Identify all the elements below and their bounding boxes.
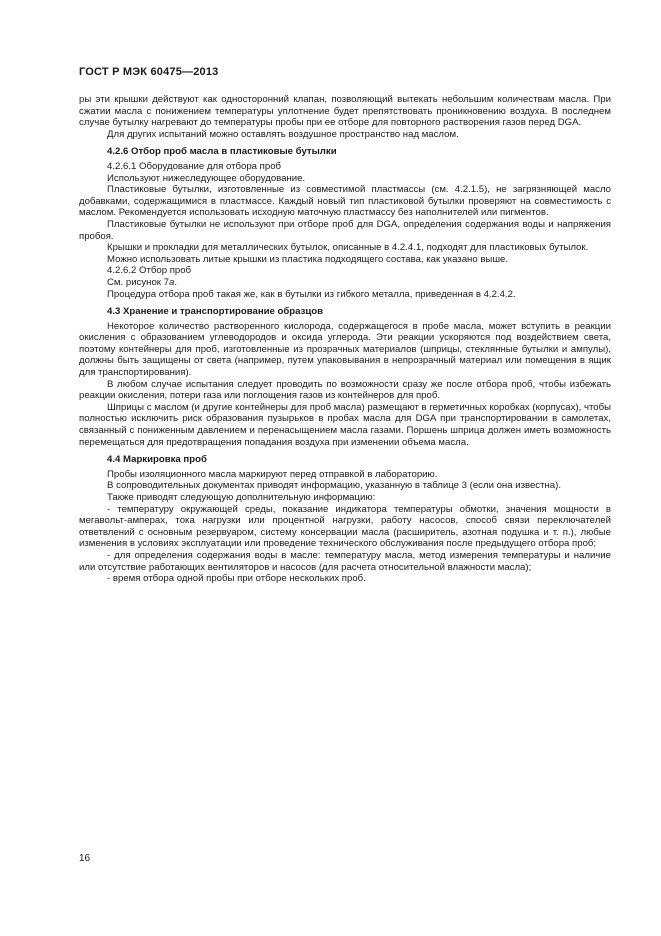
paragraph: Пробы изоляционного масла маркируют перед отправкой в лабораторию. bbox=[107, 468, 438, 480]
paragraph: Используют нижеследующее оборудование. bbox=[107, 172, 306, 184]
figure-reference bbox=[79, 277, 611, 289]
paragraph: Можно использовать литые крышки из пластика подходящего состава, как указано выше. bbox=[107, 253, 509, 265]
subsection-title-4-2-6-2: 4.2.6.2 Отбор проб bbox=[107, 265, 192, 277]
list-item: - время отбора одной пробы при отборе нескольких проб. bbox=[107, 573, 366, 585]
section-heading-4-2-6: 4.2.6 Отбор проб масла в пластиковые бутылки bbox=[107, 146, 337, 158]
paragraph: Некоторое количество растворенного кислорода, содержащегося в пробе масла, может вступить в реакции окисления с образованием углеводородов и оксида углерода. Эти реакции ускоряются под воздействием света, поэтому контейнеры для проб, изготовленные из прозрачных материалов (шприцы, стеклянные бутылки и ампулы), должны быть защищены от света (например, путем упаковывания в непрозрачный материал или помещения в ящик для транспортирования). bbox=[79, 320, 611, 379]
list-item: - температуру окружающей среды, показание индикатора температуры обмотки, значения мощности в мегавольт-амперах, тока нагрузки или процентной нагрузки, работу насосов, способ связи переключателей ответвлений с основным резервуаром, систему консервации масла (расширитель, азотная подушка и т. п.), любые изменения в условиях эксплуатации или проведение технического обслуживания после предыдущего отбора проб; bbox=[79, 503, 611, 550]
paragraph: Для других испытаний можно оставлять воздушное пространство над маслом. bbox=[107, 128, 459, 140]
paragraph: Шприцы с маслом (и другие контейнеры для проб масла) размещают в герметичных коробках (корпусах), чтобы полностью исключить риск образования пузырьков в пробах масла для DGA при транспортировании в самолетах, связанный с пониженным давлением и перенасыщением масла газами. Поршень шприца должен иметь возможность перемещаться для предотвращения попадания воздуха при изменении объема масла. bbox=[79, 401, 611, 448]
figure-reference-end: . bbox=[174, 276, 177, 288]
paragraph: Пластиковые бутылки не используют при отборе проб для DGA, определения содержания воды и напряжения пробоя. bbox=[79, 218, 611, 242]
figure-reference-letter: а bbox=[168, 276, 175, 288]
figure-reference-text: См. рисунок 7 bbox=[107, 276, 169, 288]
subsection-title-4-2-6-1: 4.2.6.1 Оборудование для отбора проб bbox=[107, 160, 282, 172]
paragraph: Крышки и прокладки для металлических бутылок, описанные в 4.2.4.1, подходят для пластиковых бутылок. bbox=[107, 242, 589, 254]
paragraph: В сопроводительных документах приводят информацию, указанную в таблице 3 (если она известна). bbox=[107, 480, 561, 492]
document-header: ГОСТ Р МЭК 60475—2013 bbox=[79, 66, 219, 78]
paragraph: Также приводят следующую дополнительную информацию: bbox=[107, 492, 376, 503]
section-heading-4-3: 4.3 Хранение и транспортирование образцов bbox=[107, 306, 324, 318]
paragraph: ры эти крышки действуют как односторонний клапан, позволяющий вытекать небольшим количествам масла. При сжатии масла с понижением температуры уплотнение будет препятствовать проникновению воздуха. В последнем случае бутылку нагревают до температуры пробы при ее отборе для повторного растворения газов перед DGA. bbox=[79, 94, 611, 129]
section-heading-4-4: 4.4 Маркировка проб bbox=[107, 454, 207, 466]
list-item: - для определения содержания воды в масле: температуру масла, метод измерения температуры и наличие или отсутствие работающих вентиляторов и насосов (для расчета относительной влажности масла); bbox=[79, 549, 611, 573]
paragraph: Процедура отбора проб такая же, как в бутылки из гибкого металла, приведенная в 4.2.4.2. bbox=[107, 288, 516, 300]
document-body bbox=[79, 94, 611, 585]
paragraph: Пластиковые бутылки, изготовленные из совместимой пластмассы (см. 4.2.1.5), не загрязняющей масло добавками, содержащимися в пластмассе. Каждый новый тип пластиковой бутылки проверяют на совместимость с маслом. Рекомендуется использовать исходную маточную пластмассу без наполнителей или пигментов. bbox=[79, 184, 611, 219]
paragraph: В любом случае испытания следует проводить по возможности сразу же после отбора проб, чтобы избежать реакции окисления, потери газа или поглощения газов из контейнеров для проб. bbox=[79, 378, 611, 402]
page-number: 16 bbox=[79, 853, 91, 864]
